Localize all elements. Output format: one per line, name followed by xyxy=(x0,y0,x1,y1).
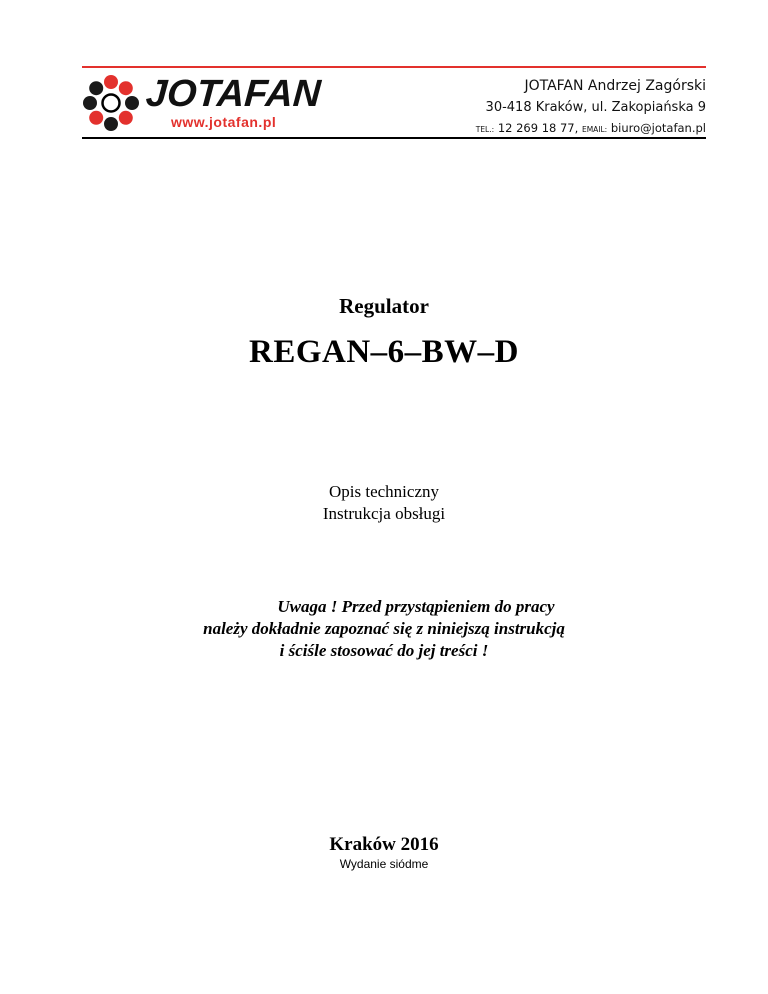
place-and-year: Kraków 2016 xyxy=(329,834,439,855)
edition-label: Wydanie siódme xyxy=(339,857,429,871)
warning-notice xyxy=(0,596,768,662)
company-info xyxy=(476,76,706,139)
email-label: EMAIL: xyxy=(581,125,608,134)
tel-label: TEL.: xyxy=(475,125,495,134)
warning-line-2: należy dokładnie zapoznać się z niniejszą instrukcją xyxy=(203,619,565,638)
warning-line-1: Uwaga ! Przed przystąpieniem do pracy xyxy=(277,597,555,616)
document-title: REGAN–6–BW–D xyxy=(248,334,520,370)
logo-wordmark: JOTAFAN xyxy=(144,73,322,115)
warning-line-3: i ściśle stosować do jej treści ! xyxy=(279,641,489,660)
jotafan-logo-icon xyxy=(82,74,140,132)
desc-line-technical: Opis techniczny xyxy=(329,482,439,501)
company-address: 30-418 Kraków, ul. Zakopiańska 9 xyxy=(485,100,706,115)
tel-value: 12 269 18 77, xyxy=(497,121,579,135)
logo-website: www.jotafan.pl xyxy=(171,114,277,130)
company-name: JOTAFAN Andrzej Zagórski xyxy=(524,78,706,94)
company-contact xyxy=(476,119,706,139)
document-subtitle: Regulator xyxy=(339,294,429,318)
email-value: biuro@jotafan.pl xyxy=(610,121,706,135)
desc-line-manual: Instrukcja obsługi xyxy=(322,504,446,523)
letterhead-top-rule xyxy=(82,66,706,68)
document-description xyxy=(0,481,768,525)
